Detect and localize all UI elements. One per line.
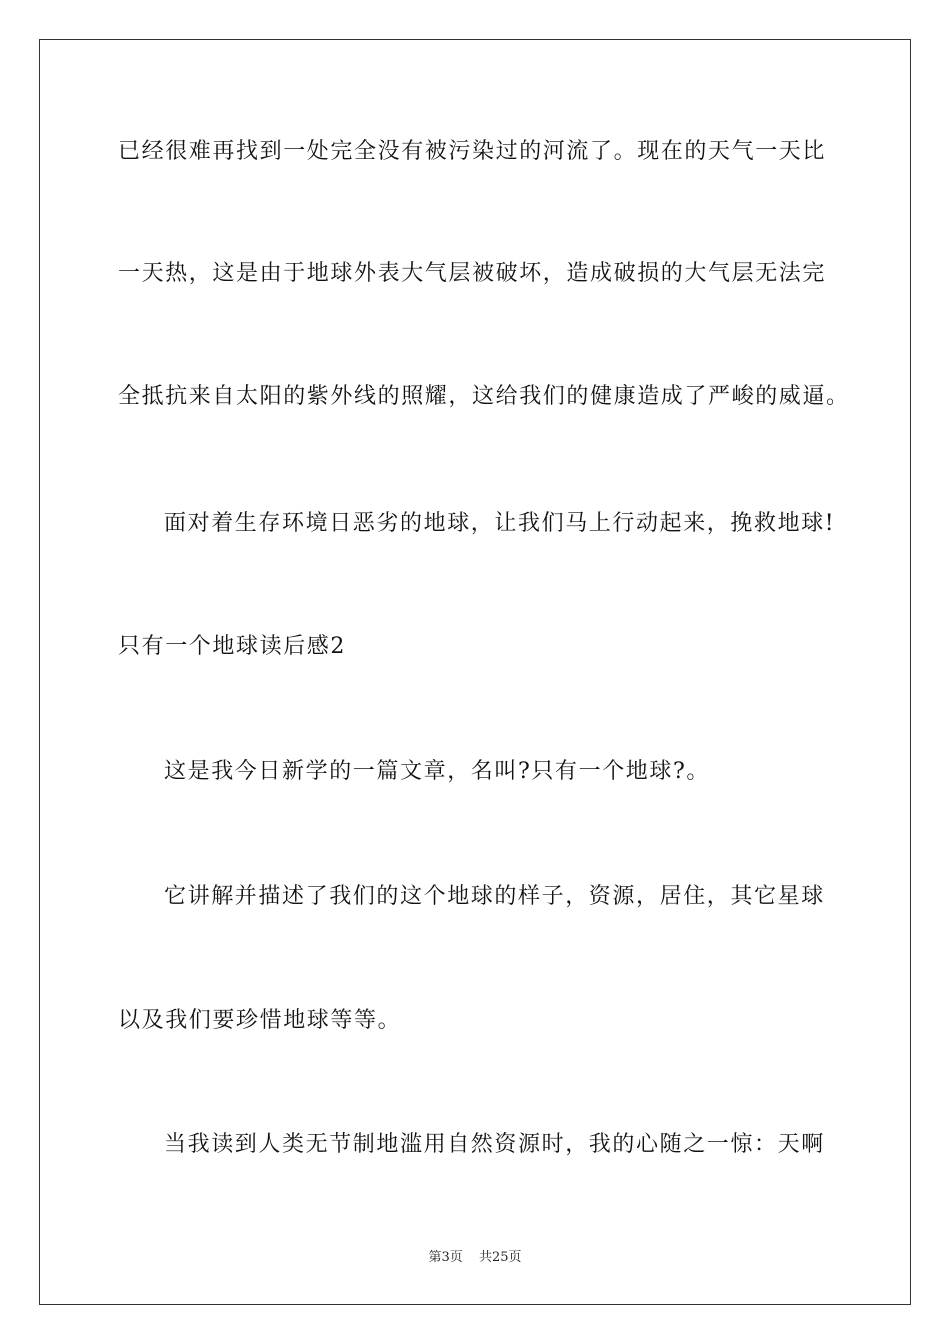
paragraph-line: 以及我们要珍惜地球等等。 xyxy=(118,1008,402,1033)
page-footer xyxy=(0,1246,950,1265)
paragraph-line: 它讲解并描述了我们的这个地球的样子，资源，居住，其它星球 xyxy=(164,884,825,909)
paragraph-line: 当我读到人类无节制地滥用自然资源时，我的心随之一惊：天啊 xyxy=(164,1132,825,1157)
paragraph-line: 面对着生存环境日恶劣的地球，让我们马上行动起来，挽救地球! xyxy=(164,511,836,536)
page-number: 第3页 xyxy=(428,1250,463,1265)
page-border xyxy=(39,39,911,1305)
paragraph-line: 已经很难再找到一处完全没有被污染过的河流了。现在的天气一天比 xyxy=(118,139,827,164)
paragraph-line: 一天热，这是由于地球外表大气层被破坏，造成破损的大气层无法完 xyxy=(118,261,827,286)
paragraph-line: 这是我今日新学的一篇文章，名叫?只有一个地球?。 xyxy=(164,759,710,784)
section-heading: 只有一个地球读后感2 xyxy=(118,634,346,659)
total-pages: 共25页 xyxy=(478,1250,522,1265)
paragraph-line: 全抵抗来自太阳的紫外线的照耀，这给我们的健康造成了严峻的威逼。 xyxy=(118,384,850,409)
